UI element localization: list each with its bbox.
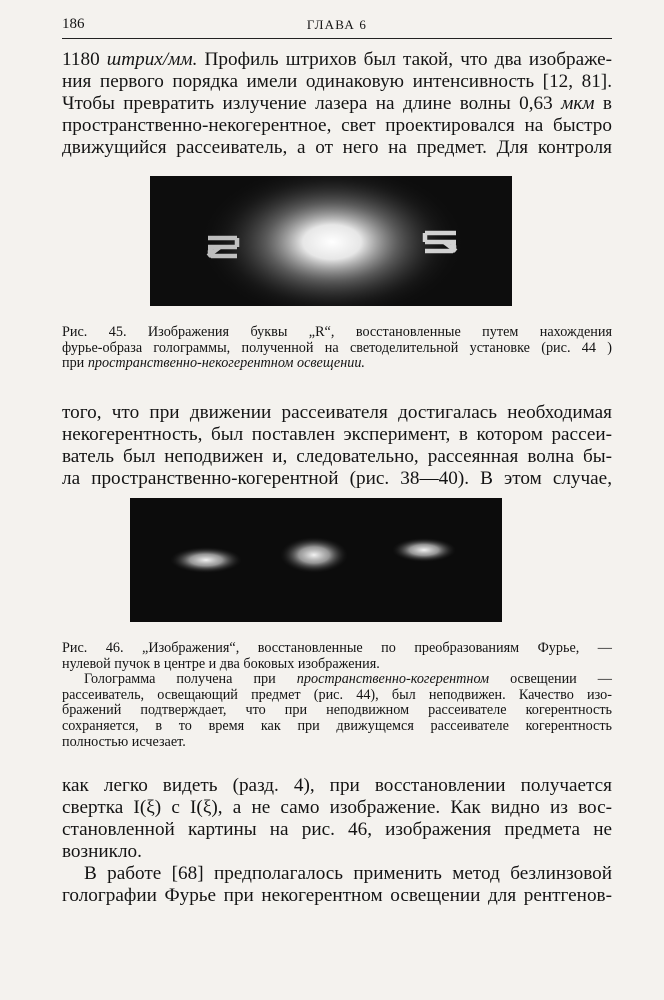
caption-line: фурье-образа голограммы, полученной на светоделительной установке (рис. 44 ) [62,339,612,356]
caption-line: при пространственно-некогерентном освещении. [62,355,365,372]
page-number: 186 [62,16,85,32]
paragraph-1 [62,49,612,159]
text-line: свертка I(ξ) с I(ξ), а не само изображение. Как видно из вос- [62,797,612,818]
paragraph-3 [62,775,612,863]
text-line: возникло. [62,841,142,862]
caption-line: нулевой пучок в центре и два боковых изображения. [62,655,380,672]
text-line: становленной картины на рис. 46, изображения предмета не [62,819,612,840]
caption-note-line: Голограмма получена при пространственно-когерентном освещении — [84,671,612,688]
text-line: В работе [68] предполагалось применить метод безлинзовой [84,863,612,884]
caption-note-line: бражений подтверждает, что при неподвижном рассеивателе когерентность [62,702,612,719]
caption-note-line: полностью исчезает. [62,733,186,750]
page-header [62,14,612,39]
figure-45-image [150,176,512,306]
caption-line: Рис. 45. Изображения буквы „R“, восстановленные путем нахождения [62,324,612,340]
text-line: Чтобы превратить излучение лазера на длине волны 0,63 мкм в [62,93,612,114]
text-line: 1180 штрих/мм. Профиль штрихов был такой, что два изображе- [62,49,612,70]
text-line: ла пространственно-когерентной (рис. 38—40). В этом случае, [62,468,612,489]
text-line: некогерентность, был поставлен эксперимент, в котором рассеи- [62,424,612,445]
text-line: как легко видеть (разд. 4), при восстановлении получается [62,775,612,796]
chapter-title: ГЛАВА 6 [306,17,368,32]
figure-46-image [130,498,502,622]
side-image-right [392,538,456,562]
paragraph-2 [62,402,612,490]
text-line: ватель был неподвижен и, следовательно, рассеянная волна бы- [62,446,612,467]
paragraph-4 [62,863,612,907]
side-image-left [170,547,242,573]
zero-order-beam [280,537,348,573]
text-line: движущийся рассеиватель, а от него на предмет. Для контроля [62,137,612,158]
figure-46-caption [62,641,612,750]
text-line: голографии Фурье при некогерентном освещении для рентгенов- [62,885,612,906]
text-line: пространственно-некогерентное, свет проектировался на быстро [62,115,612,136]
caption-note-line: сохраняется, в то время как при движущемся рассеивателе когерентность [62,717,612,734]
text-line: того, что при движении рассеивателя достигалась необходимая [62,402,612,423]
caption-line: Рис. 46. „Изображения“, восстановленные по преобразованиям Фурье, — [62,640,612,656]
caption-note-line: рассеиватель, освещающий предмет (рис. 44), был неподвижен. Качество изо- [62,686,612,703]
text-line: ния первого порядка имели одинаковую интенсивность [12, 81]. [62,71,612,92]
figure-45-caption [62,325,612,372]
